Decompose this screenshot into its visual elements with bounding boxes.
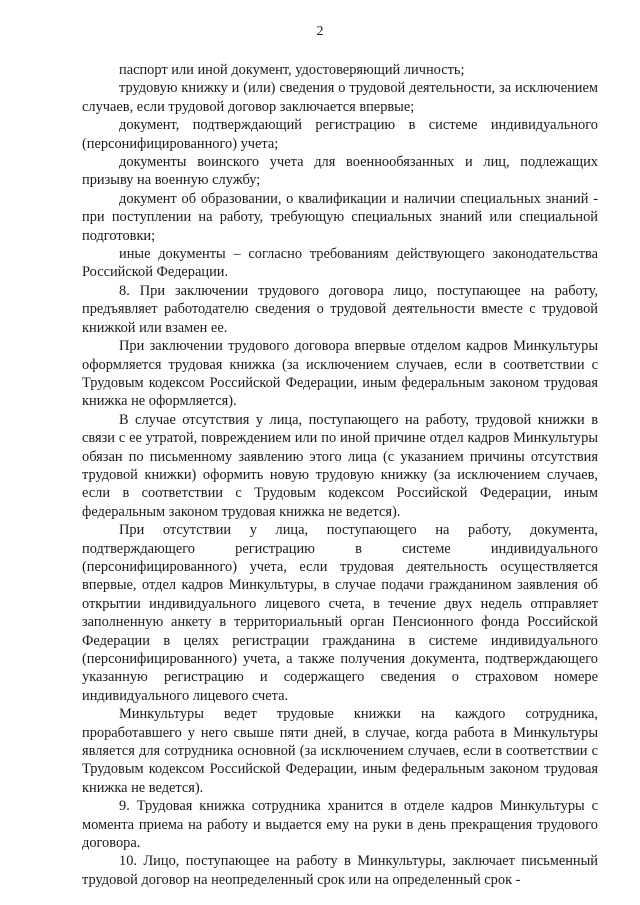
paragraph-section-10: 10. Лицо, поступающее на работу в Минкультуры, заключает письменный трудовой договор на неопределенный срок или на определенный срок - [82,853,598,888]
paragraph-labor-book: трудовую книжку и (или) сведения о трудовой деятельности, за исключением случаев, если трудовой договор заключается впервые; [82,80,598,115]
paragraph-section-8: 8. При заключении трудового договора лицо, поступающее на работу, предъявляет работодателю сведения о трудовой деятельности вместе с трудовой книжкой или взамен ее. [82,282,598,336]
paragraph-ministry-keeps-books: Минкультуры ведет трудовые книжки на каждого сотрудника, проработавшего у него свыше пяти дней, в случае, когда работа в Минкультуры является для сотрудника основной (за исключением случаев, если в соответствии с Трудовым кодексом Российской Федерации, иным федеральным законом трудовая книжка не ведется). [82,706,598,796]
page-number: 2 [316,24,324,39]
paragraph-military-documents: документы воинского учета для военнообязанных и лиц, подлежащих призыву на военную службу; [82,154,598,189]
paragraph-first-contract: При заключении трудового договора впервые отделом кадров Минкультуры оформляется трудовая книжка (за исключением случаев, если в соответствии с Трудовым кодексом Российской Федерации, иным федеральным законом трудовая книжка не оформляется). [82,338,598,410]
paragraph-education-document: документ об образовании, о квалификации и наличии специальных знаний - при поступлении на работу, требующую специальных знаний или специальной подготовки; [82,190,598,244]
paragraph-section-9: 9. Трудовая книжка сотрудника хранится в отделе кадров Минкультуры с момента приема на работу и выдается ему на руки в день прекращения трудового договора. [82,798,598,852]
paragraph-other-documents: иные документы – согласно требованиям действующего законодательства Российской Федерации. [82,246,598,281]
paragraph-missing-registration: При отсутствии у лица, поступающего на работу, документа, подтверждающего регистрацию в системе индивидуального (персонифицированного) учета, если трудовая деятельность осуществляется впервые, отдел кадров Минкультуры, в случае подачи гражданином заявления об открытии индивидуального лицевого счета, в течение двух недель отправляет заполненную анкету в территориальный орган Пенсионного фонда Российской Федерации в целях регистрации гражданина в системе индивидуального (персонифицированного) учета, а также получения документа, подтверждающего указанную регистрацию и содержащего сведения о страховом номере индивидуального лицевого счета. [82,522,598,704]
paragraph-missing-labor-book: В случае отсутствия у лица, поступающего на работу, трудовой книжки в связи с ее утратой, повреждением или по иной причине отдел кадров Минкультуры обязан по письменному заявлению этого лица (с указанием причины отсутствия трудовой книжки) оформить новую трудовую книжку (за исключением случаев, если в соответствии с Трудовым кодексом Российской Федерации, иным федеральным законом трудовая книжка не ведется). [82,411,598,520]
paragraph-registration-document: документ, подтверждающий регистрацию в системе индивидуального (персонифицированного) учета; [82,117,598,152]
document-body [82,61,598,889]
paragraph-passport: паспорт или иной документ, удостоверяющий личность; [119,62,465,78]
